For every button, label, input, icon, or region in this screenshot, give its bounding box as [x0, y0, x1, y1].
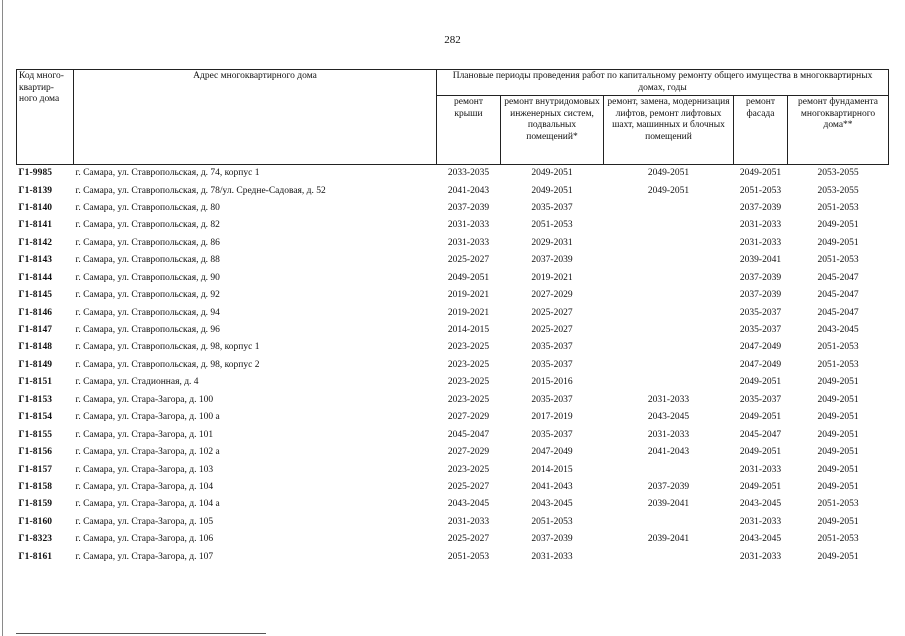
cell-roof-period: 2023-2025 — [447, 342, 490, 353]
table-row — [17, 357, 889, 374]
cell-lifts-period: 2043-2045 — [647, 412, 690, 423]
cell-building-code: Г1-8161 — [18, 551, 53, 562]
cell-facade-period: 2049-2051 — [739, 168, 782, 179]
cell-facade-period: 2049-2051 — [739, 377, 782, 388]
table-row — [17, 340, 889, 357]
page-left-edge — [2, 0, 3, 636]
header-engineering-systems-repair: ремонт внутридомовых инженерных систем, подвальных помещений* — [501, 96, 604, 165]
cell-systems-period: 2035-2037 — [531, 359, 573, 370]
cell-lifts-period — [604, 235, 734, 252]
cell-systems-period: 2043-2045 — [531, 499, 573, 510]
table-row — [17, 183, 889, 200]
table-row — [17, 252, 889, 269]
cell-roof-period: 2025-2027 — [447, 255, 490, 266]
cell-systems-period: 2035-2037 — [531, 342, 573, 353]
cell-facade-period: 2031-2033 — [739, 516, 782, 527]
cell-roof-period: 2019-2021 — [447, 307, 490, 318]
cell-building-code: Г1-8147 — [18, 325, 53, 336]
cell-lifts-period — [604, 252, 734, 269]
cell-lifts-period — [604, 549, 734, 566]
table-row — [17, 444, 889, 461]
table-row — [17, 374, 889, 391]
cell-systems-period: 2014-2015 — [531, 464, 573, 475]
cell-roof-period: 2031-2033 — [447, 237, 490, 248]
table-row — [17, 287, 889, 304]
cell-facade-period: 2031-2033 — [739, 220, 782, 231]
cell-roof-period: 2043-2045 — [447, 499, 490, 510]
cell-foundation-period: 2049-2051 — [817, 237, 859, 248]
cell-roof-period: 2045-2047 — [447, 429, 490, 440]
cell-lifts-period: 2031-2033 — [647, 394, 690, 405]
header-facade-repair: ремонт фасада — [734, 96, 788, 165]
cell-building-code: Г1-8141 — [18, 220, 53, 231]
table-row — [17, 165, 889, 183]
cell-systems-period: 2035-2037 — [531, 429, 573, 440]
cell-systems-period: 2019-2021 — [531, 272, 573, 283]
cell-building-code: Г1-8157 — [18, 464, 53, 475]
cell-facade-period: 2051-2053 — [739, 185, 782, 196]
table-row — [17, 479, 889, 496]
capital-repair-schedule-table — [16, 69, 889, 566]
cell-address: г. Самара, ул. Стара-Загора, д. 105 — [75, 516, 214, 527]
cell-lifts-period: 2031-2033 — [647, 429, 690, 440]
cell-foundation-period: 2049-2051 — [817, 220, 859, 231]
cell-roof-period: 2027-2029 — [447, 447, 490, 458]
cell-address: г. Самара, ул. Ставропольская, д. 80 — [75, 202, 220, 213]
cell-systems-period: 2049-2051 — [531, 168, 573, 179]
cell-building-code: Г1-8160 — [18, 516, 53, 527]
cell-address: г. Самара, ул. Ставропольская, д. 78/ул. Средне-Садовая, д. 52 — [75, 185, 326, 196]
cell-address: г. Самара, ул. Ставропольская, д. 74, корпус 1 — [75, 168, 260, 179]
cell-roof-period: 2041-2043 — [447, 185, 490, 196]
cell-foundation-period: 2049-2051 — [817, 412, 859, 423]
cell-systems-period: 2047-2049 — [531, 447, 573, 458]
header-roof-repair: ремонт крыши — [437, 96, 501, 165]
cell-address: г. Самара, ул. Стара-Загора, д. 107 — [75, 551, 214, 562]
cell-facade-period: 2037-2039 — [739, 202, 782, 213]
cell-address: г. Самара, ул. Стара-Загора, д. 100 — [75, 394, 214, 405]
cell-systems-period: 2029-2031 — [531, 237, 573, 248]
table-body — [17, 165, 889, 567]
table-row — [17, 549, 889, 566]
cell-address: г. Самара, ул. Стара-Загора, д. 103 — [75, 464, 214, 475]
cell-facade-period: 2037-2039 — [739, 290, 782, 301]
cell-roof-period: 2023-2025 — [447, 359, 490, 370]
cell-systems-period: 2025-2027 — [531, 325, 573, 336]
cell-roof-period: 2051-2053 — [447, 551, 490, 562]
cell-foundation-period: 2053-2055 — [817, 168, 859, 179]
cell-facade-period: 2047-2049 — [739, 342, 782, 353]
cell-lifts-period: 2049-2051 — [647, 168, 690, 179]
footer-rule — [16, 633, 266, 634]
cell-building-code: Г1-8151 — [18, 377, 53, 388]
cell-lifts-period — [604, 200, 734, 217]
cell-systems-period: 2017-2019 — [531, 412, 573, 423]
cell-systems-period: 2031-2033 — [531, 551, 573, 562]
cell-lifts-period — [604, 514, 734, 531]
cell-lifts-period — [604, 217, 734, 234]
cell-address: г. Самара, ул. Ставропольская, д. 96 — [75, 325, 220, 336]
cell-foundation-period: 2049-2051 — [817, 447, 859, 458]
cell-building-code: Г1-8153 — [18, 394, 53, 405]
cell-building-code: Г1-8149 — [18, 359, 53, 370]
cell-building-code: Г1-8159 — [18, 499, 53, 510]
cell-facade-period: 2031-2033 — [739, 551, 782, 562]
cell-lifts-period — [604, 287, 734, 304]
cell-building-code: Г1-8142 — [18, 237, 53, 248]
cell-building-code: Г1-8156 — [18, 447, 53, 458]
cell-lifts-period: 2039-2041 — [647, 499, 690, 510]
cell-foundation-period: 2049-2051 — [817, 394, 859, 405]
cell-foundation-period: 2049-2051 — [817, 377, 859, 388]
cell-lifts-period — [604, 322, 734, 339]
cell-facade-period: 2031-2033 — [739, 464, 782, 475]
cell-facade-period: 2031-2033 — [739, 237, 782, 248]
table-row — [17, 514, 889, 531]
cell-address: г. Самара, ул. Ставропольская, д. 98, корпус 2 — [75, 359, 260, 370]
cell-facade-period: 2049-2051 — [739, 481, 782, 492]
table-row — [17, 217, 889, 234]
cell-lifts-period: 2041-2043 — [647, 447, 690, 458]
table-row — [17, 496, 889, 513]
cell-roof-period: 2014-2015 — [447, 325, 490, 336]
page-number: 282 — [444, 34, 461, 46]
cell-systems-period: 2049-2051 — [531, 185, 573, 196]
cell-systems-period: 2027-2029 — [531, 290, 573, 301]
cell-roof-period: 2037-2039 — [447, 202, 490, 213]
cell-systems-period: 2037-2039 — [531, 255, 573, 266]
header-foundation-repair: ремонт фундамента многоквартирного дома** — [788, 96, 889, 165]
cell-lifts-period: 2049-2051 — [647, 185, 690, 196]
header-building-code: Код много-квартир-ного дома — [17, 70, 74, 165]
cell-systems-period: 2035-2037 — [531, 202, 573, 213]
table-row — [17, 462, 889, 479]
cell-foundation-period: 2051-2053 — [817, 202, 859, 213]
cell-roof-period: 2019-2021 — [447, 290, 490, 301]
cell-building-code: Г1-8154 — [18, 412, 53, 423]
cell-building-code: Г1-8158 — [18, 481, 53, 492]
cell-roof-period: 2027-2029 — [447, 412, 490, 423]
cell-facade-period: 2035-2037 — [739, 394, 782, 405]
cell-address: г. Самара, ул. Стадионная, д. 4 — [75, 377, 199, 388]
table-row — [17, 531, 889, 548]
cell-foundation-period: 2053-2055 — [817, 185, 859, 196]
cell-roof-period: 2049-2051 — [447, 272, 490, 283]
cell-foundation-period: 2051-2053 — [817, 359, 859, 370]
cell-lifts-period: 2037-2039 — [647, 481, 690, 492]
cell-facade-period: 2049-2051 — [739, 447, 782, 458]
table-row — [17, 427, 889, 444]
cell-foundation-period: 2049-2051 — [817, 551, 859, 562]
cell-building-code: Г1-8145 — [18, 290, 53, 301]
cell-foundation-period: 2043-2045 — [817, 325, 859, 336]
header-lift-repair: ремонт, замена, модернизация лифтов, ремонт лифтовых шахт, машинных и блочных помещений — [604, 96, 734, 165]
cell-roof-period: 2023-2025 — [447, 377, 490, 388]
cell-lifts-period — [604, 462, 734, 479]
cell-foundation-period: 2045-2047 — [817, 272, 859, 283]
cell-foundation-period: 2051-2053 — [817, 534, 859, 545]
cell-systems-period: 2015-2016 — [531, 377, 573, 388]
cell-foundation-period: 2049-2051 — [817, 429, 859, 440]
table-row — [17, 322, 889, 339]
cell-systems-period: 2041-2043 — [531, 481, 573, 492]
cell-facade-period: 2047-2049 — [739, 359, 782, 370]
cell-foundation-period: 2049-2051 — [817, 516, 859, 527]
cell-foundation-period: 2051-2053 — [817, 342, 859, 353]
cell-systems-period: 2035-2037 — [531, 394, 573, 405]
table-row — [17, 270, 889, 287]
cell-foundation-period: 2049-2051 — [817, 481, 859, 492]
cell-facade-period: 2043-2045 — [739, 499, 782, 510]
cell-facade-period: 2035-2037 — [739, 325, 782, 336]
table-row — [17, 235, 889, 252]
cell-lifts-period — [604, 357, 734, 374]
cell-facade-period: 2045-2047 — [739, 429, 782, 440]
cell-address: г. Самара, ул. Ставропольская, д. 94 — [75, 307, 220, 318]
cell-systems-period: 2025-2027 — [531, 307, 573, 318]
cell-facade-period: 2035-2037 — [739, 307, 782, 318]
cell-lifts-period — [604, 305, 734, 322]
cell-roof-period: 2031-2033 — [447, 220, 490, 231]
cell-foundation-period: 2045-2047 — [817, 307, 859, 318]
cell-address: г. Самара, ул. Стара-Загора, д. 100 а — [75, 412, 220, 423]
cell-roof-period: 2033-2035 — [447, 168, 490, 179]
table-row — [17, 392, 889, 409]
cell-building-code: Г1-8155 — [18, 429, 53, 440]
cell-systems-period: 2051-2053 — [531, 220, 573, 231]
cell-building-code: Г1-8140 — [18, 202, 53, 213]
cell-roof-period: 2023-2025 — [447, 464, 490, 475]
cell-building-code: Г1-8323 — [18, 534, 53, 545]
cell-foundation-period: 2049-2051 — [817, 464, 859, 475]
cell-address: г. Самара, ул. Стара-Загора, д. 104 а — [75, 499, 220, 510]
cell-address: г. Самара, ул. Ставропольская, д. 82 — [75, 220, 220, 231]
cell-address: г. Самара, ул. Ставропольская, д. 88 — [75, 255, 220, 266]
cell-address: г. Самара, ул. Ставропольская, д. 98, корпус 1 — [75, 342, 260, 353]
cell-foundation-period: 2045-2047 — [817, 290, 859, 301]
cell-facade-period: 2043-2045 — [739, 534, 782, 545]
cell-address: г. Самара, ул. Стара-Загора, д. 106 — [75, 534, 214, 545]
cell-building-code: Г1-8144 — [18, 272, 53, 283]
cell-facade-period: 2049-2051 — [739, 412, 782, 423]
cell-facade-period: 2039-2041 — [739, 255, 782, 266]
cell-lifts-period — [604, 270, 734, 287]
cell-address: г. Самара, ул. Стара-Загора, д. 104 — [75, 481, 214, 492]
cell-systems-period: 2051-2053 — [531, 516, 573, 527]
cell-foundation-period: 2051-2053 — [817, 255, 859, 266]
cell-lifts-period — [604, 340, 734, 357]
cell-building-code: Г1-8146 — [18, 307, 53, 318]
header-address: Адрес многоквартирного дома — [74, 70, 437, 165]
cell-roof-period: 2023-2025 — [447, 394, 490, 405]
cell-building-code: Г1-8143 — [18, 255, 53, 266]
cell-building-code: Г1-8148 — [18, 342, 53, 353]
cell-facade-period: 2037-2039 — [739, 272, 782, 283]
cell-building-code: Г1-9985 — [18, 168, 53, 179]
cell-roof-period: 2025-2027 — [447, 481, 490, 492]
cell-lifts-period: 2039-2041 — [647, 534, 690, 545]
cell-address: г. Самара, ул. Ставропольская, д. 86 — [75, 237, 220, 248]
cell-building-code: Г1-8139 — [18, 185, 53, 196]
cell-roof-period: 2031-2033 — [447, 516, 490, 527]
cell-address: г. Самара, ул. Ставропольская, д. 92 — [75, 290, 220, 301]
table-row — [17, 409, 889, 426]
cell-lifts-period — [604, 374, 734, 391]
cell-address: г. Самара, ул. Ставропольская, д. 90 — [75, 272, 220, 283]
cell-roof-period: 2025-2027 — [447, 534, 490, 545]
cell-address: г. Самара, ул. Стара-Загора, д. 102 а — [75, 447, 220, 458]
table-row — [17, 305, 889, 322]
cell-systems-period: 2037-2039 — [531, 534, 573, 545]
table-row — [17, 200, 889, 217]
cell-foundation-period: 2051-2053 — [817, 499, 859, 510]
cell-address: г. Самара, ул. Стара-Загора, д. 101 — [75, 429, 214, 440]
header-planned-periods: Плановые периоды проведения работ по капитальному ремонту общего имущества в многоквартирных домах, годы — [437, 70, 889, 96]
